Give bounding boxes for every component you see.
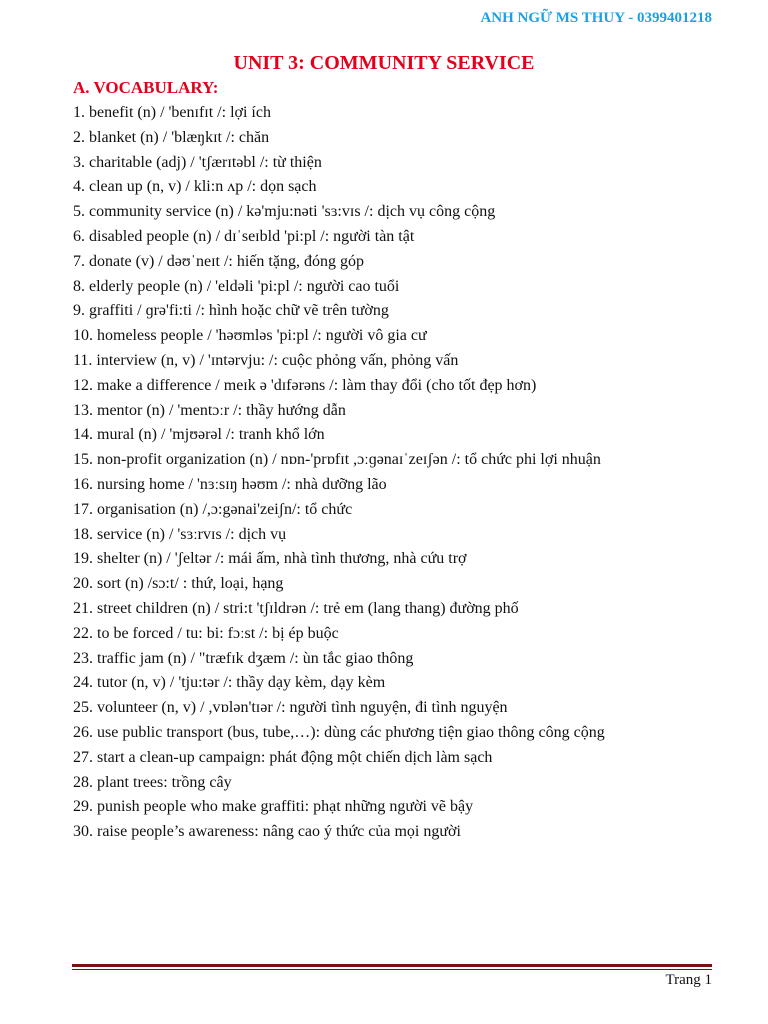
vocab-item: 21. street children (n) / stri:t 'tʃɪldrən /: trẻ em (lang thang) đường phố: [73, 599, 519, 617]
vocab-item: 19. shelter (n) / 'ʃeltər /: mái ấm, nhà tình thương, nhà cứu trợ: [73, 550, 467, 568]
vocab-item: 11. interview (n, v) / 'ɪntərvju: /: cuộc phỏng vấn, phỏng vấn: [73, 351, 459, 369]
vocab-item: 22. to be forced / tu: bi: fɔːst /: bị ép buộc: [73, 624, 339, 642]
vocab-item: 24. tutor (n, v) / 'tju:tər /: thầy dạy kèm, dạy kèm: [73, 674, 386, 692]
section-heading: A. VOCABULARY:: [73, 78, 219, 97]
vocab-item: 14. mural (n) / 'mjʊərəl /: tranh khổ lớn: [73, 426, 325, 444]
vocab-item: 23. traffic jam (n) / "træfɪk dʒæm /: ùn tắc giao thông: [73, 649, 414, 667]
vocab-item: 28. plant trees: trồng cây: [73, 773, 232, 791]
vocab-item: 20. sort (n) /sɔ:t/ : thứ, loại, hạng: [73, 575, 284, 593]
vocab-item: 15. non-profit organization (n) / nɒn-'prɒfɪt ,ɔːɡənaɪˈzeɪʃən /: tổ chức phi lợi nhuận: [73, 451, 601, 469]
vocab-item: 25. volunteer (n, v) / ,vɒlən'tɪər /: người tình nguyện, đi tình nguyện: [73, 699, 508, 717]
vocab-item: 4. clean up (n, v) / kli:n ʌp /: dọn sạch: [73, 178, 317, 196]
footer-divider-thin: [72, 969, 712, 970]
vocab-item: 27. start a clean-up campaign: phát động một chiến dịch làm sạch: [73, 748, 493, 766]
vocab-item: 1. benefit (n) / 'benɪfɪt /: lợi ích: [73, 104, 271, 121]
page-number: Trang 1: [665, 972, 712, 988]
vocab-item: 9. graffiti / ɡrə'fi:ti /: hình hoặc chữ vẽ trên tường: [73, 302, 389, 320]
vocab-item: 17. organisation (n) /,ɔ:gənai'zeiʃn/: tổ chức: [73, 500, 353, 518]
footer-divider-thick: [72, 964, 712, 967]
vocab-item: 16. nursing home / 'nɜːsɪŋ həʊm /: nhà dưỡng lão: [73, 475, 387, 493]
vocab-item: 18. service (n) / 'sɜːrvɪs /: dịch vụ: [73, 525, 287, 543]
vocab-item: 26. use public transport (bus, tube,…): dùng các phương tiện giao thông công cộng: [73, 723, 605, 741]
vocab-item: 12. make a difference / meɪk ə 'dɪfərəns /: làm thay đổi (cho tốt đẹp hơn): [73, 376, 537, 394]
header-brand: ANH NGỮ MS THUY - 0399401218: [480, 10, 712, 26]
page-title: UNIT 3: COMMUNITY SERVICE: [233, 52, 535, 74]
vocab-item: 8. elderly people (n) / 'eldəli 'pi:pl /: người cao tuổi: [73, 277, 400, 295]
vocabulary-list: [73, 101, 733, 845]
footer-divider: [72, 964, 712, 970]
vocab-item: 6. disabled people (n) / dɪˈseɪbld 'pi:pl /: người tàn tật: [73, 227, 415, 245]
vocab-item: 7. donate (v) / dəʊˈneɪt /: hiến tặng, đóng góp: [73, 252, 364, 270]
vocab-item: 5. community service (n) / kə'mju:nəti 'sɜ:vɪs /: dịch vụ công cộng: [73, 203, 496, 221]
vocab-item: 2. blanket (n) / 'blæŋkɪt /: chăn: [73, 128, 270, 146]
vocab-item: 10. homeless people / 'həʊmləs 'pi:pl /: người vô gia cư: [73, 327, 427, 345]
vocab-item: 13. mentor (n) / 'mentɔːr /: thầy hướng dẫn: [73, 401, 346, 419]
vocab-item: 30. raise people’s awareness: nâng cao ý thức của mọi người: [73, 823, 461, 841]
vocab-item: 29. punish people who make graffiti: phạt những người vẽ bậy: [73, 798, 474, 816]
vocab-item: 3. charitable (adj) / 'tʃærɪtəbl /: từ thiện: [73, 153, 322, 171]
